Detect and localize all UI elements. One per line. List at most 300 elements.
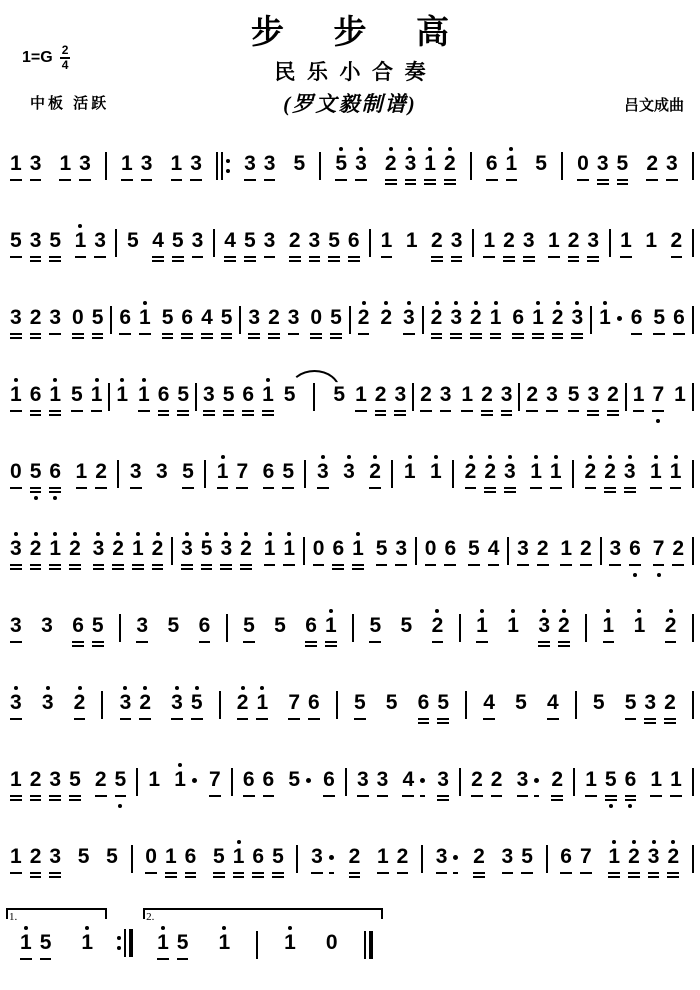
beam-lines xyxy=(369,484,381,494)
note xyxy=(65,528,85,579)
beam-line xyxy=(664,722,676,724)
note-group xyxy=(382,682,402,733)
beam-line xyxy=(577,179,589,181)
note-group xyxy=(428,605,448,656)
rest-note xyxy=(309,528,329,579)
note xyxy=(326,297,346,348)
beam-lines xyxy=(580,561,592,571)
beam-lines xyxy=(490,330,502,340)
upper-octave-dot-slot xyxy=(554,451,558,460)
beam-line xyxy=(177,410,189,412)
note xyxy=(244,297,264,348)
note-group xyxy=(432,836,461,887)
note-group xyxy=(630,605,650,656)
augmentation-dot-note xyxy=(418,759,427,810)
note-digit: 5 xyxy=(288,768,300,791)
upper-octave-dot-slot xyxy=(221,451,225,460)
upper-octave-dot-slot xyxy=(241,682,245,691)
beam-lines xyxy=(199,638,211,648)
note xyxy=(284,759,304,810)
beam-lines xyxy=(432,638,444,648)
note-digit xyxy=(453,845,458,869)
beam-lines xyxy=(568,407,580,417)
note xyxy=(112,374,132,425)
beam-line xyxy=(444,183,456,185)
note-digit: 1 xyxy=(530,460,542,483)
beam-lines xyxy=(644,715,656,725)
note xyxy=(26,220,46,271)
note xyxy=(161,836,181,887)
note xyxy=(132,605,152,656)
octave-dot-above xyxy=(268,532,272,536)
beam-line xyxy=(587,414,599,416)
note-digit: 3 xyxy=(129,460,142,483)
beam-lines xyxy=(116,407,128,417)
beam-lines xyxy=(523,253,535,263)
barline xyxy=(692,614,694,642)
note-digit: 5 xyxy=(375,537,388,560)
note xyxy=(620,451,640,502)
beam-line xyxy=(94,256,106,258)
note-digit: 6 xyxy=(305,614,317,637)
beam-line xyxy=(437,718,449,720)
note-digit: 0 xyxy=(325,931,338,954)
beam-line xyxy=(352,564,364,566)
octave-dot-above xyxy=(632,840,636,844)
beam-line xyxy=(667,872,679,874)
note xyxy=(479,220,499,271)
note xyxy=(353,759,373,810)
beam-line xyxy=(473,876,485,878)
note-group xyxy=(339,451,359,502)
barline xyxy=(422,306,424,334)
barline xyxy=(336,691,338,719)
upper-octave-dot-slot xyxy=(448,143,452,152)
beam-lines xyxy=(185,869,197,879)
note xyxy=(167,682,187,733)
note-digit: 1 xyxy=(10,845,22,868)
beam-lines xyxy=(381,253,393,263)
note xyxy=(661,605,681,656)
beam-lines xyxy=(308,715,320,725)
beam-line xyxy=(305,645,317,647)
note-digit: 4 xyxy=(224,229,236,252)
upper-octave-dot-slot xyxy=(205,528,209,537)
lower-octave-dot-slot xyxy=(656,417,660,425)
beam-lines xyxy=(476,638,488,648)
note xyxy=(88,605,108,656)
beam-lines xyxy=(30,561,42,571)
tie-group xyxy=(280,374,349,425)
note-group xyxy=(353,759,392,810)
note-digit: 3 xyxy=(439,383,452,406)
note-group xyxy=(399,297,419,348)
beam-lines xyxy=(95,484,107,494)
beam-line xyxy=(355,410,367,412)
upper-octave-dot-slot xyxy=(612,836,616,845)
beam-line xyxy=(437,799,449,801)
beam-line xyxy=(538,641,550,643)
beam-line xyxy=(49,333,61,335)
beam-line xyxy=(10,641,22,643)
note-digit: 7 xyxy=(652,537,665,560)
upper-octave-dot-slot xyxy=(488,451,492,460)
octave-dot-above xyxy=(628,455,632,459)
beam-lines xyxy=(201,561,213,571)
note-group xyxy=(141,836,200,887)
beam-line xyxy=(121,179,133,181)
beam-lines xyxy=(165,869,177,879)
beam-lines xyxy=(502,869,514,879)
upper-octave-dot-slot xyxy=(268,528,272,537)
note xyxy=(621,682,641,733)
note-group xyxy=(178,451,198,502)
note xyxy=(38,682,58,733)
note-group xyxy=(68,297,107,348)
beam-line xyxy=(171,179,183,181)
note-digit: 7 xyxy=(288,691,300,714)
upper-octave-dot-slot xyxy=(195,682,199,691)
note xyxy=(284,682,304,733)
note-digit: 6 xyxy=(181,306,194,329)
note xyxy=(662,143,682,194)
note xyxy=(177,528,197,579)
note-digit: 1 xyxy=(650,460,662,483)
repeat-dots xyxy=(226,152,230,180)
note-digit: 6 xyxy=(157,383,170,406)
beam-line xyxy=(317,487,329,489)
beam-lines xyxy=(284,955,296,965)
beam-lines xyxy=(633,407,645,417)
note xyxy=(420,143,440,194)
note xyxy=(197,297,217,348)
beam-line xyxy=(190,179,202,181)
lower-octave-dot-slot xyxy=(657,571,661,579)
beam-line xyxy=(240,568,252,570)
beam-line xyxy=(182,487,194,489)
octave-dot-above xyxy=(671,840,675,844)
lower-octave-dot-slot xyxy=(118,802,122,810)
note xyxy=(329,374,349,425)
note-digit: 3 xyxy=(10,691,22,714)
note xyxy=(248,836,268,887)
beam-line xyxy=(268,337,280,339)
beam-line xyxy=(418,718,430,720)
upper-octave-dot-slot xyxy=(244,528,248,537)
beam-line xyxy=(484,487,496,489)
note-digit: 3 xyxy=(571,306,584,329)
music-line xyxy=(6,513,694,590)
note xyxy=(259,451,279,502)
note-digit: 5 xyxy=(653,306,666,329)
note-digit: 2 xyxy=(94,768,107,791)
beam-line xyxy=(405,183,417,185)
note xyxy=(513,528,533,579)
beam-line xyxy=(673,333,685,335)
beam-line xyxy=(512,333,524,335)
note xyxy=(600,451,620,502)
beam-lines xyxy=(177,407,189,417)
note xyxy=(564,220,584,271)
beam-lines xyxy=(483,715,495,725)
beam-line xyxy=(325,641,337,643)
note-digit: 1 xyxy=(139,306,151,329)
note-group xyxy=(329,374,349,425)
note-group xyxy=(126,451,146,502)
note-digit: 1 xyxy=(75,460,88,483)
note-digit: 3 xyxy=(308,229,321,252)
octave-dot-above xyxy=(221,455,225,459)
beam-line xyxy=(605,795,617,797)
beam-lines xyxy=(174,792,186,802)
beam-lines xyxy=(264,253,276,263)
barline xyxy=(256,931,258,959)
barline xyxy=(572,460,574,488)
beam-line xyxy=(92,645,104,647)
beam-line xyxy=(132,564,144,566)
note xyxy=(197,528,217,579)
beam-line xyxy=(223,410,235,412)
beam-line xyxy=(471,795,483,797)
beam-line xyxy=(355,179,367,181)
beam-lines xyxy=(450,330,462,340)
note xyxy=(170,759,190,810)
beam-lines xyxy=(385,176,397,186)
beam-lines xyxy=(406,253,418,263)
note-group xyxy=(427,297,506,348)
beam-lines xyxy=(192,253,204,263)
beam-lines xyxy=(92,638,104,648)
note-digit: 3 xyxy=(522,229,535,252)
beam-line xyxy=(162,333,174,335)
beam-lines xyxy=(20,955,32,965)
note-digit: 3 xyxy=(376,768,389,791)
repeat-dot xyxy=(226,159,230,163)
note-group xyxy=(589,682,609,733)
beam-lines xyxy=(223,407,235,417)
octave-dot-above xyxy=(511,609,515,613)
volta-bracket xyxy=(143,908,382,973)
upper-octave-dot-slot xyxy=(136,528,140,537)
beam-line xyxy=(625,799,637,801)
octave-dot-above xyxy=(408,455,412,459)
beam-line xyxy=(283,564,295,566)
upper-octave-dot-slot xyxy=(224,528,228,537)
beam-lines xyxy=(256,715,268,725)
rest-note xyxy=(6,451,26,502)
beam-lines xyxy=(181,561,193,571)
note xyxy=(148,220,168,271)
beam-lines xyxy=(617,330,622,340)
beam-lines xyxy=(172,253,184,263)
beam-line xyxy=(203,410,215,412)
note-digit: 5 xyxy=(616,152,629,175)
upper-octave-dot-slot xyxy=(511,605,515,614)
note-group xyxy=(513,528,552,579)
beam-line xyxy=(395,564,407,566)
beam-lines xyxy=(49,407,61,417)
repeat-end-sign xyxy=(117,920,133,957)
beam-lines xyxy=(76,484,88,494)
beam-line xyxy=(358,333,370,335)
beam-line xyxy=(220,564,232,566)
upper-octave-dot-slot xyxy=(156,528,160,537)
beam-lines xyxy=(236,484,248,494)
notation-area xyxy=(0,126,700,986)
note-group xyxy=(70,682,90,733)
beam-lines xyxy=(486,176,498,186)
octave-dot-above xyxy=(362,301,366,305)
barline xyxy=(101,691,103,719)
beam-lines xyxy=(548,253,560,263)
beam-lines xyxy=(607,407,619,417)
beam-line xyxy=(171,718,183,720)
note xyxy=(350,682,370,733)
octave-dot-above xyxy=(562,609,566,613)
note-group xyxy=(6,143,45,194)
beam-lines xyxy=(646,176,658,186)
note xyxy=(522,374,542,425)
note-digit: 3 xyxy=(41,691,54,714)
note-digit: 1 xyxy=(49,537,62,560)
note-group xyxy=(581,759,640,810)
note-digit: 6 xyxy=(29,383,42,406)
upper-octave-dot-slot xyxy=(474,297,478,306)
note-digit: 1 xyxy=(461,383,474,406)
note-digit: 4 xyxy=(483,691,495,714)
note xyxy=(482,143,502,194)
note xyxy=(6,682,26,733)
note xyxy=(45,220,65,271)
beam-line xyxy=(352,568,364,570)
beam-lines xyxy=(264,561,276,571)
lower-octave-dot-slot xyxy=(633,571,637,579)
upper-octave-dot-slot xyxy=(632,836,636,845)
octave-dot-above xyxy=(237,840,241,844)
beam-lines xyxy=(470,330,482,340)
beam-line xyxy=(628,876,640,878)
beam-line xyxy=(311,872,323,874)
note-digit: 1 xyxy=(324,614,337,637)
note-digit: 3 xyxy=(516,768,529,791)
beam-lines xyxy=(30,792,42,802)
note xyxy=(229,836,249,887)
note-group xyxy=(270,605,290,656)
beam-line xyxy=(431,256,443,258)
barline xyxy=(452,460,454,488)
beam-line xyxy=(92,333,104,335)
beam-line xyxy=(49,799,61,801)
note xyxy=(45,451,65,502)
beam-line xyxy=(620,256,632,258)
note-digit: 6 xyxy=(673,306,685,329)
beam-lines xyxy=(420,407,432,417)
beam-lines xyxy=(156,484,168,494)
note-digit: 2 xyxy=(369,460,381,483)
note xyxy=(414,682,434,733)
note xyxy=(260,143,280,194)
beam-lines xyxy=(481,407,493,417)
barline-thick xyxy=(129,929,133,957)
note xyxy=(649,528,669,579)
beam-line xyxy=(313,564,325,566)
note-digit: 5 xyxy=(328,229,340,252)
beam-line xyxy=(49,487,61,489)
upper-octave-dot-slot xyxy=(53,374,57,383)
beam-lines xyxy=(190,176,202,186)
upper-octave-dot-slot xyxy=(606,605,610,614)
beam-line xyxy=(490,337,502,339)
note xyxy=(542,374,562,425)
beam-lines xyxy=(521,869,533,879)
note-digit: 2 xyxy=(236,691,249,714)
beam-lines xyxy=(537,561,549,571)
note xyxy=(102,836,122,887)
note-digit: 5 xyxy=(106,845,118,868)
music-line xyxy=(6,667,694,744)
note-digit: 2 xyxy=(484,460,497,483)
note-digit: 6 xyxy=(630,306,643,329)
note-digit: 2 xyxy=(384,152,397,175)
beam-line xyxy=(354,718,366,720)
beam-line xyxy=(631,333,643,335)
beam-lines xyxy=(369,638,381,648)
beam-line xyxy=(607,414,619,416)
note-digit: 0 xyxy=(424,537,437,560)
music-line xyxy=(6,821,694,898)
note-digit: 5 xyxy=(293,152,306,175)
beam-lines xyxy=(652,407,664,417)
beam-line xyxy=(237,718,249,720)
note-digit: 3 xyxy=(191,229,204,252)
note xyxy=(630,605,650,656)
beam-lines xyxy=(282,484,294,494)
beam-lines xyxy=(491,792,503,802)
beam-line xyxy=(30,876,42,878)
beam-line xyxy=(181,333,193,335)
note xyxy=(605,528,625,579)
barline xyxy=(136,768,138,796)
note xyxy=(511,682,531,733)
upper-octave-dot-slot xyxy=(469,451,473,460)
barline xyxy=(692,152,694,180)
note xyxy=(556,836,576,887)
upper-octave-dot-slot xyxy=(237,836,241,845)
beam-line xyxy=(375,410,387,412)
beam-line xyxy=(451,256,463,258)
note-digit: 2 xyxy=(580,537,592,560)
beam-line xyxy=(534,795,539,797)
beam-line xyxy=(10,564,22,566)
beam-lines xyxy=(181,330,193,340)
beam-line xyxy=(30,568,42,570)
barline xyxy=(412,383,414,411)
barline xyxy=(319,152,321,180)
barline xyxy=(239,306,241,334)
upper-octave-dot-slot xyxy=(142,374,146,383)
beam-line xyxy=(152,260,164,262)
note xyxy=(236,528,256,579)
beam-line xyxy=(243,641,255,643)
note xyxy=(646,759,666,810)
note xyxy=(26,297,46,348)
beam-line xyxy=(335,179,347,181)
beam-line xyxy=(308,718,320,720)
note xyxy=(37,605,57,656)
note-digit: 3 xyxy=(450,229,463,252)
note xyxy=(531,143,551,194)
beam-lines xyxy=(670,484,682,494)
